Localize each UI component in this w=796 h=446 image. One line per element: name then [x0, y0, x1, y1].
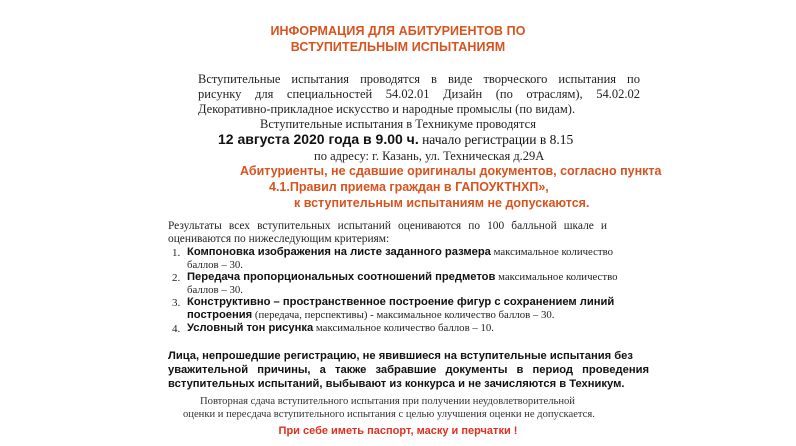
intro-line-2: рисунку для специальностей 54.02.01 Дизайн (по отраслям), 54.02.02	[198, 87, 640, 101]
results-line-2: оцениваются по нижеследующим критериям:	[168, 233, 390, 245]
intro-line-1: Вступительные испытания проводятся в виде творческого испытания по	[198, 72, 640, 86]
title-line-1: ИНФОРМАЦИЯ ДЛЯ АБИТУРИЕНТОВ ПО	[270, 24, 526, 38]
warning-line-2: 4.1.Правил приема граждан в ГАПОУКТНХП»,	[269, 180, 549, 194]
intro-line-3: Декоративно-прикладное искусство и народные промыслы (по видам).	[198, 102, 576, 116]
intro-line-4: Вступительные испытания в Техникуме проводятся	[260, 117, 536, 131]
notice-line-3: вступительных испытаний, выбывают из конкурса и не зачисляются в Техникум.	[168, 378, 625, 390]
criterion-title: Компоновка изображения на листе заданного размера	[187, 246, 491, 258]
criterion-score: максимальное количество	[490, 246, 614, 258]
criterion-item	[187, 246, 613, 258]
criterion-score: максимальное количество баллов – 10.	[313, 322, 494, 334]
notice-line-2: уважительной причины, а также забравшие документы в период проведения	[168, 364, 649, 376]
title-line-2: ВСТУПИТЕЛЬНЫМ ИСПЫТАНИЯМ	[290, 40, 506, 54]
criterion-item	[187, 296, 614, 308]
criterion-score: максимальное количество	[495, 271, 618, 283]
criterion-number: 2.	[172, 272, 181, 284]
exam-date	[218, 131, 573, 148]
criterion-score-line	[187, 309, 555, 321]
bring-items-notice: При себе иметь паспорт, маску и перчатки !	[278, 425, 518, 437]
criterion-number: 4.	[172, 323, 181, 335]
notice-line-1: Лица, непрошедшие регистрацию, не явившиеся на вступительные испытания без	[168, 350, 633, 362]
criterion-item	[187, 271, 618, 283]
exam-address: по адресу: г. Казань, ул. Техническая д.29А	[314, 149, 545, 163]
exam-date-bold: 12 августа 2020 года в 9.00 ч.	[218, 131, 419, 147]
warning-line-1: Абитуриенты, не сдавшие оригиналы документов, согласно пункта	[240, 164, 662, 178]
results-line-1: Результаты всех вступительных испытаний оцениваются по 100 балльной шкале и	[168, 220, 607, 232]
criterion-title-cont: построения	[187, 309, 253, 321]
criterion-title: Условный тон рисунка	[187, 322, 314, 334]
criterion-number: 1.	[172, 247, 181, 259]
criterion-title: Передача пропорциональных соотношений предметов	[187, 271, 496, 283]
criterion-number: 3.	[172, 297, 181, 309]
criterion-score-line: баллов – 30.	[187, 259, 243, 271]
criterion-score: (передача, перспективы) - максимальное количество баллов – 30.	[252, 309, 555, 321]
registration-time: начало регистрации в 8.15	[418, 132, 574, 147]
retake-line-1: Повторная сдача вступительного испытания при получении неудовлетворительной	[200, 396, 575, 407]
warning-line-3: к вступительным испытаниям не допускаются.	[294, 196, 590, 210]
criterion-score-line: баллов – 30.	[187, 284, 243, 296]
retake-line-2: оценки и пересдача вступительного испытания с целью улучшения оценки не допускается.	[183, 409, 595, 420]
criterion-item	[187, 322, 494, 334]
criterion-title: Конструктивно – пространственное построение фигур с сохранением линий	[187, 296, 615, 308]
